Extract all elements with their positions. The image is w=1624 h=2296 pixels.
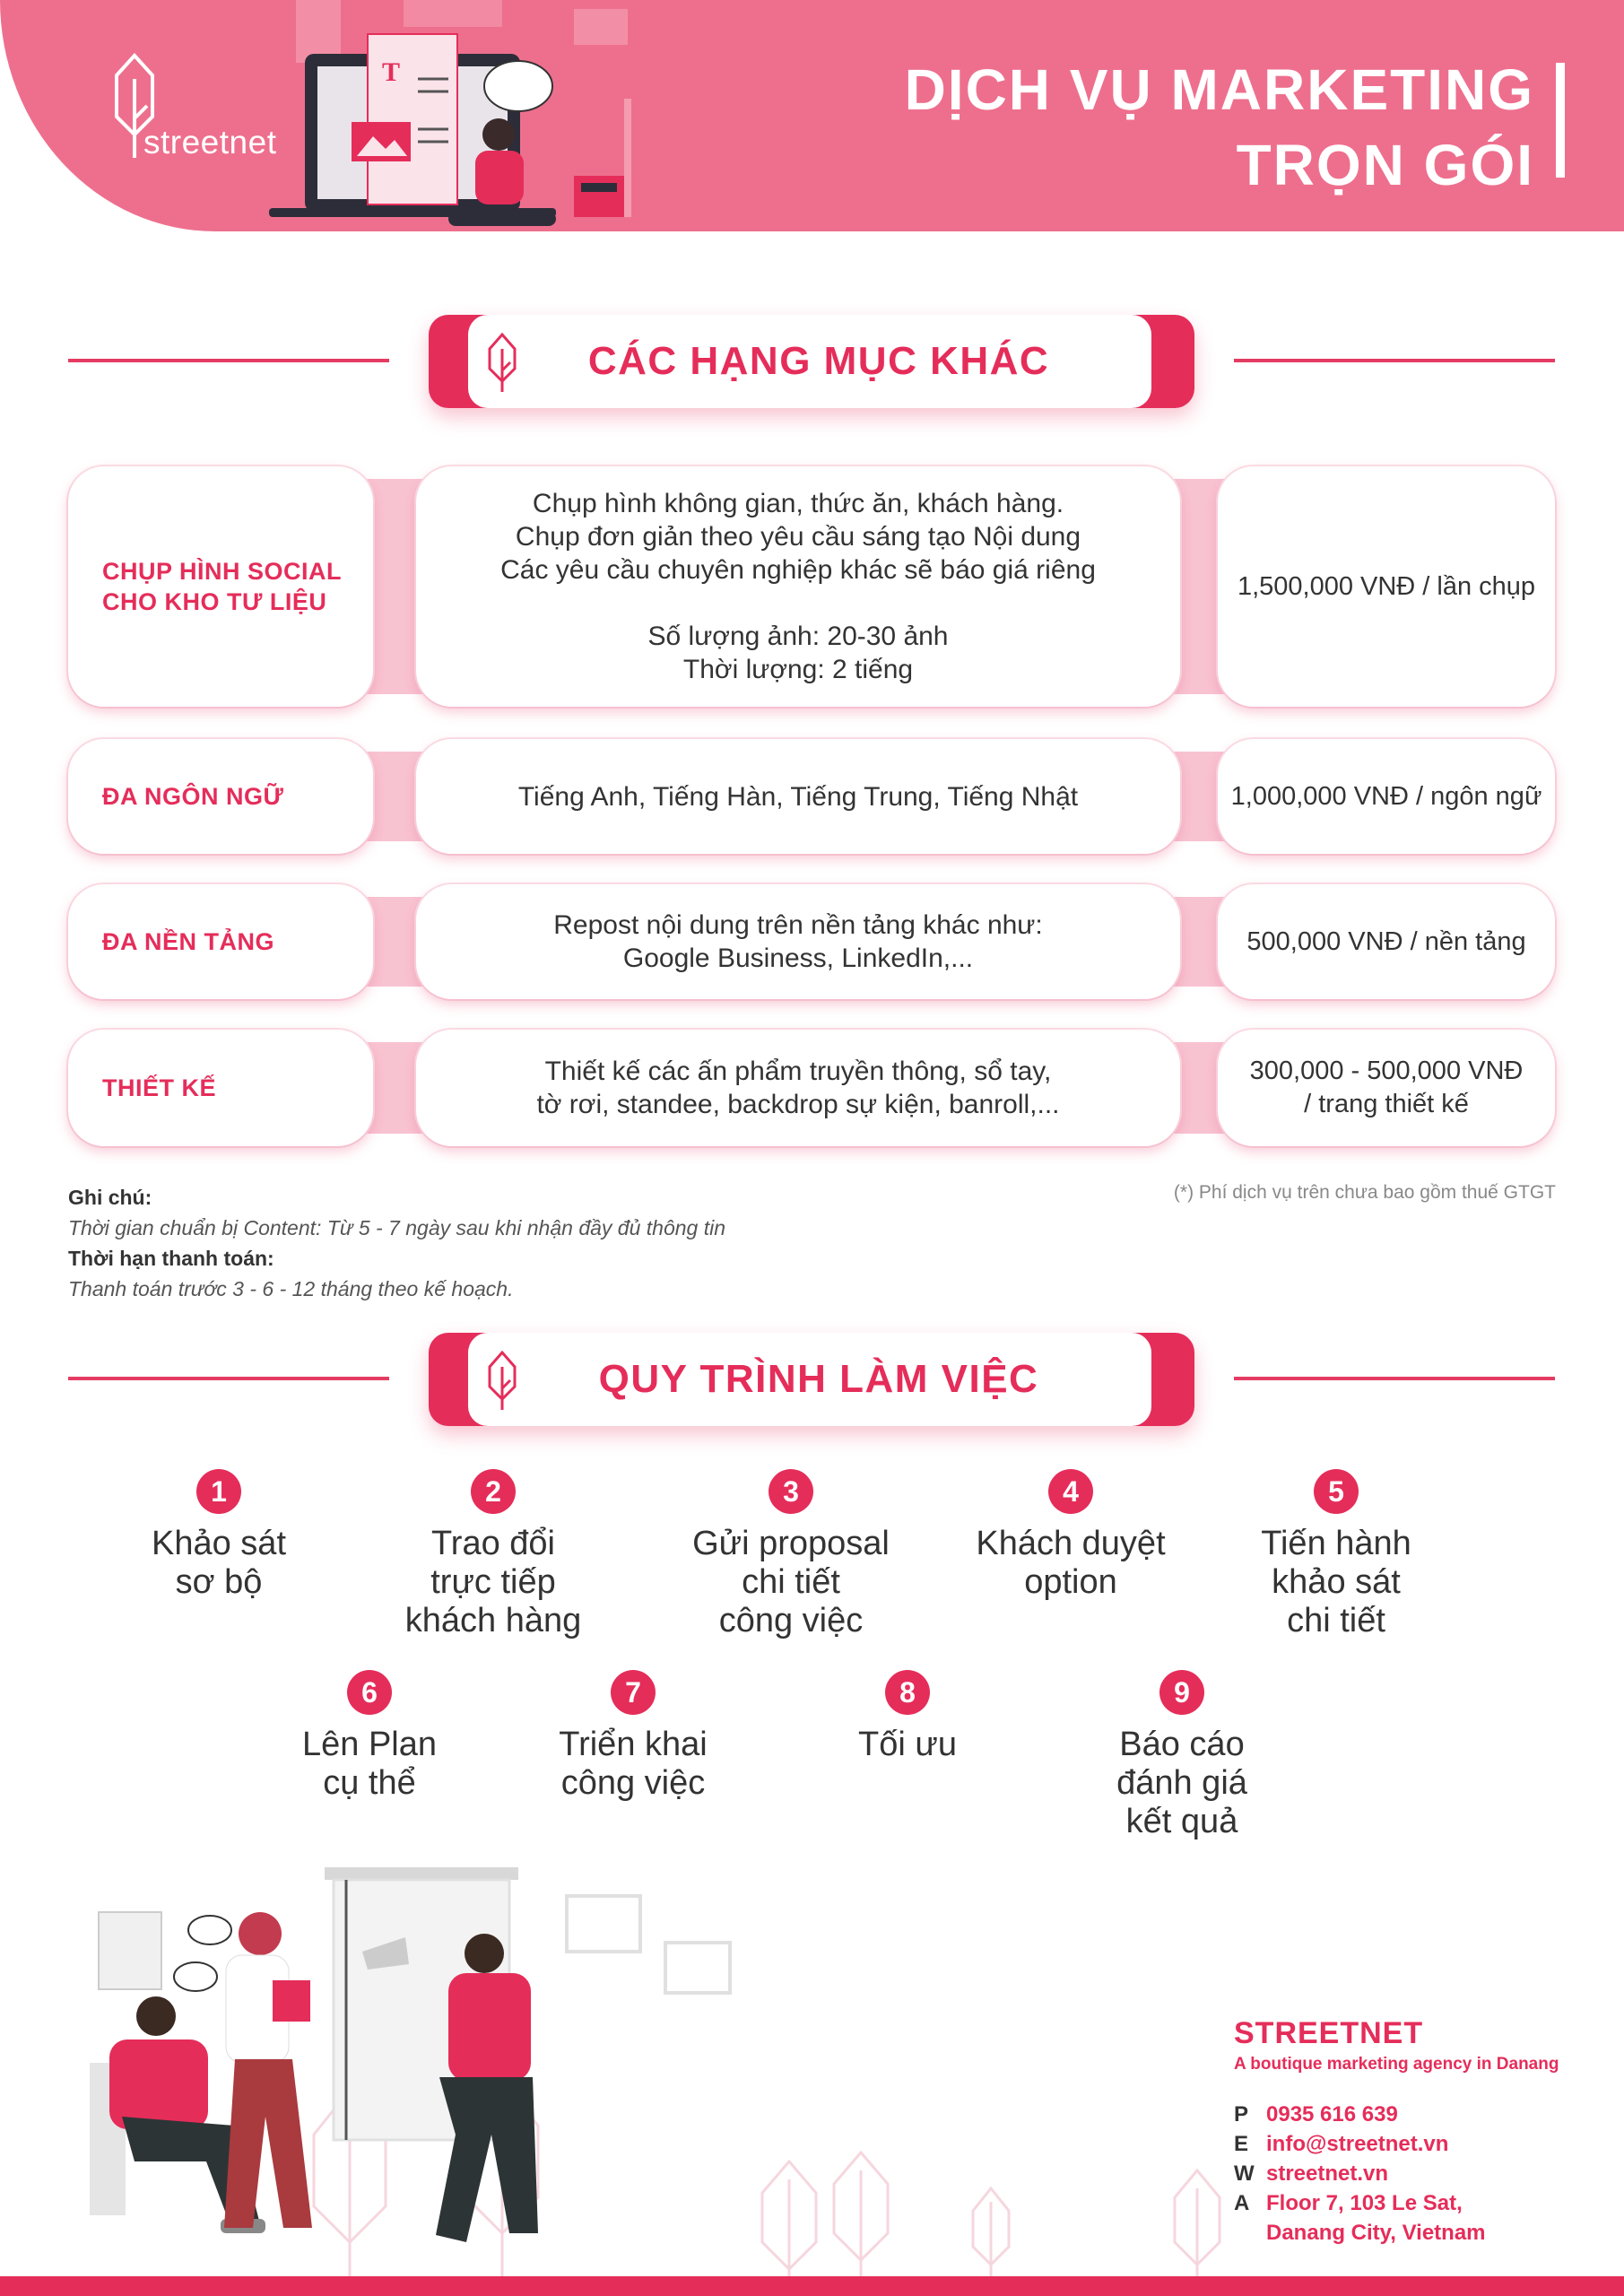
service-price-box bbox=[1218, 884, 1555, 999]
service-description: Thiết kế các ấn phẩm truyền thông, sổ tay, tờ rơi, standee, backdrop sự kiện, banroll,... bbox=[536, 1057, 1060, 1119]
svg-text:T: T bbox=[382, 57, 401, 87]
divider-right bbox=[1234, 1377, 1555, 1380]
workflow-step bbox=[954, 1469, 1187, 1602]
workflow-step bbox=[791, 1670, 1024, 1764]
workflow-step bbox=[517, 1670, 750, 1803]
phone-value[interactable]: 0935 616 639 bbox=[1266, 2102, 1398, 2126]
step-number: 3 bbox=[769, 1469, 813, 1514]
contact-website[interactable] bbox=[1234, 2159, 1611, 2188]
divider-left bbox=[68, 359, 389, 362]
workflow-step bbox=[1220, 1469, 1453, 1640]
service-row bbox=[68, 1030, 1555, 1146]
step-number: 9 bbox=[1159, 1670, 1204, 1715]
section-pill bbox=[429, 315, 1194, 408]
tree-icon bbox=[486, 333, 518, 392]
step-number: 6 bbox=[347, 1670, 392, 1715]
service-description-box bbox=[416, 739, 1180, 854]
section-pill bbox=[429, 1333, 1194, 1426]
step-label: Lên Plan cụ thể bbox=[301, 1726, 437, 1802]
address-value: Floor 7, 103 Le Sat, Danang City, Vietnam bbox=[1266, 2191, 1486, 2245]
contact-address bbox=[1234, 2188, 1611, 2248]
phone-key: P bbox=[1234, 2102, 1249, 2126]
service-price-box bbox=[1218, 466, 1555, 707]
service-description: Chụp hình không gian, thức ăn, khách hàng. Chụp đơn giản theo yêu cầu sáng tạo Nội dung Các yêu cầu chuyên nghiệp khác sẽ báo giá riêng Số lượng ảnh: 20-30 ảnh Thời lượng: 2 tiếng bbox=[500, 489, 1096, 684]
step-label: Gửi proposal chi tiết công việc bbox=[692, 1525, 890, 1639]
service-description-box bbox=[416, 1030, 1180, 1146]
title-accent-bar bbox=[1556, 63, 1565, 178]
service-name-box bbox=[68, 884, 373, 999]
contact-email[interactable] bbox=[1234, 2129, 1611, 2159]
section-pill-inner bbox=[468, 1333, 1151, 1426]
service-price: 1,500,000 VNĐ / lần chụp bbox=[1237, 571, 1536, 601]
title-line-1: DỊCH VỤ MARKETING bbox=[904, 57, 1534, 122]
step-label: Triển khai công việc bbox=[559, 1726, 708, 1802]
service-name: CHỤP HÌNH SOCIAL CHO KHO TƯ LIỆU bbox=[102, 558, 343, 615]
web-value[interactable]: streetnet.vn bbox=[1266, 2161, 1389, 2186]
payment-label: Thời hạn thanh toán: bbox=[68, 1247, 274, 1270]
web-key: W bbox=[1234, 2161, 1255, 2186]
service-price: 300,000 - 500,000 VNĐ / trang thiết kế bbox=[1249, 1057, 1524, 1118]
service-row bbox=[68, 466, 1555, 707]
step-number: 7 bbox=[611, 1670, 656, 1715]
section-pill-inner bbox=[468, 315, 1151, 408]
contact-list bbox=[1234, 2100, 1611, 2248]
workflow-step bbox=[253, 1670, 486, 1803]
tree-icon bbox=[486, 1351, 518, 1410]
title-line-2: TRỌN GÓI bbox=[1236, 133, 1534, 197]
step-label: Tiến hành khảo sát chi tiết bbox=[1261, 1525, 1411, 1639]
service-name: ĐA NGÔN NGỮ bbox=[102, 783, 284, 810]
divider-right bbox=[1234, 359, 1555, 362]
service-name-box bbox=[68, 1030, 373, 1146]
service-name-box bbox=[68, 466, 373, 707]
step-number: 1 bbox=[196, 1469, 241, 1514]
step-label: Báo cáo đánh giá kết quả bbox=[1116, 1726, 1247, 1840]
contact-tagline: A boutique marketing agency in Danang bbox=[1234, 2055, 1559, 2074]
section-title-other-items bbox=[0, 315, 1624, 413]
notes-label: Ghi chú: bbox=[68, 1186, 152, 1209]
service-price-box bbox=[1218, 1030, 1555, 1146]
brand-name: streetnet bbox=[143, 124, 277, 161]
step-label: Khách duyệt option bbox=[976, 1525, 1166, 1601]
step-label: Trao đổi trực tiếp khách hàng bbox=[404, 1525, 582, 1639]
contact-phone[interactable] bbox=[1234, 2100, 1611, 2129]
vat-note: (*) Phí dịch vụ trên chưa bao gồm thuế GTGT bbox=[1173, 1182, 1556, 1203]
step-label: Khảo sát sơ bộ bbox=[152, 1525, 286, 1601]
hero-illustration bbox=[269, 0, 646, 231]
section-title-workflow bbox=[0, 1333, 1624, 1431]
service-description: Repost nội dung trên nền tảng khác như: Google Business, LinkedIn,... bbox=[553, 910, 1043, 973]
header-banner bbox=[0, 0, 1624, 231]
step-number: 4 bbox=[1048, 1469, 1093, 1514]
section-title-text: QUY TRÌNH LÀM VIỆC bbox=[598, 1357, 1039, 1401]
service-price-box bbox=[1218, 739, 1555, 854]
section-title-text: CÁC HẠNG MỤC KHÁC bbox=[587, 339, 1050, 383]
service-row bbox=[68, 739, 1555, 854]
notes-prep-time: Thời gian chuẩn bị Content: Từ 5 - 7 ngày sau khi nhận đầy đủ thông tin bbox=[68, 1216, 726, 1239]
email-key: E bbox=[1234, 2132, 1249, 2156]
service-name: ĐA NỀN TẢNG bbox=[102, 928, 274, 955]
service-price: 500,000 VNĐ / nền tảng bbox=[1246, 926, 1526, 956]
notes bbox=[68, 1182, 1055, 1304]
step-number: 5 bbox=[1314, 1469, 1359, 1514]
workflow-step bbox=[674, 1469, 908, 1640]
step-label: Tối ưu bbox=[858, 1726, 957, 1763]
email-value[interactable]: info@streetnet.vn bbox=[1266, 2132, 1449, 2156]
workflow-step bbox=[102, 1469, 335, 1602]
step-number: 8 bbox=[885, 1670, 930, 1715]
step-number: 2 bbox=[471, 1469, 516, 1514]
workflow-step bbox=[1065, 1670, 1298, 1841]
service-name: THIẾT KẾ bbox=[102, 1074, 217, 1101]
payment-terms: Thanh toán trước 3 - 6 - 12 tháng theo kế hoạch. bbox=[68, 1277, 514, 1300]
workflow-step bbox=[377, 1469, 610, 1640]
divider-left bbox=[68, 1377, 389, 1380]
contact-block bbox=[1234, 2016, 1611, 2248]
service-description-box bbox=[416, 466, 1180, 707]
service-description-box bbox=[416, 884, 1180, 999]
address-key: A bbox=[1234, 2191, 1250, 2215]
service-name-box bbox=[68, 739, 373, 854]
footer-bar bbox=[0, 2276, 1624, 2296]
service-price: 1,000,000 VNĐ / ngôn ngữ bbox=[1230, 781, 1542, 811]
page-title bbox=[905, 52, 1534, 203]
service-description: Tiếng Anh, Tiếng Hàn, Tiếng Trung, Tiếng Nhật bbox=[517, 781, 1079, 812]
service-row bbox=[68, 884, 1555, 999]
contact-company-name: STREETNET bbox=[1234, 2016, 1424, 2050]
